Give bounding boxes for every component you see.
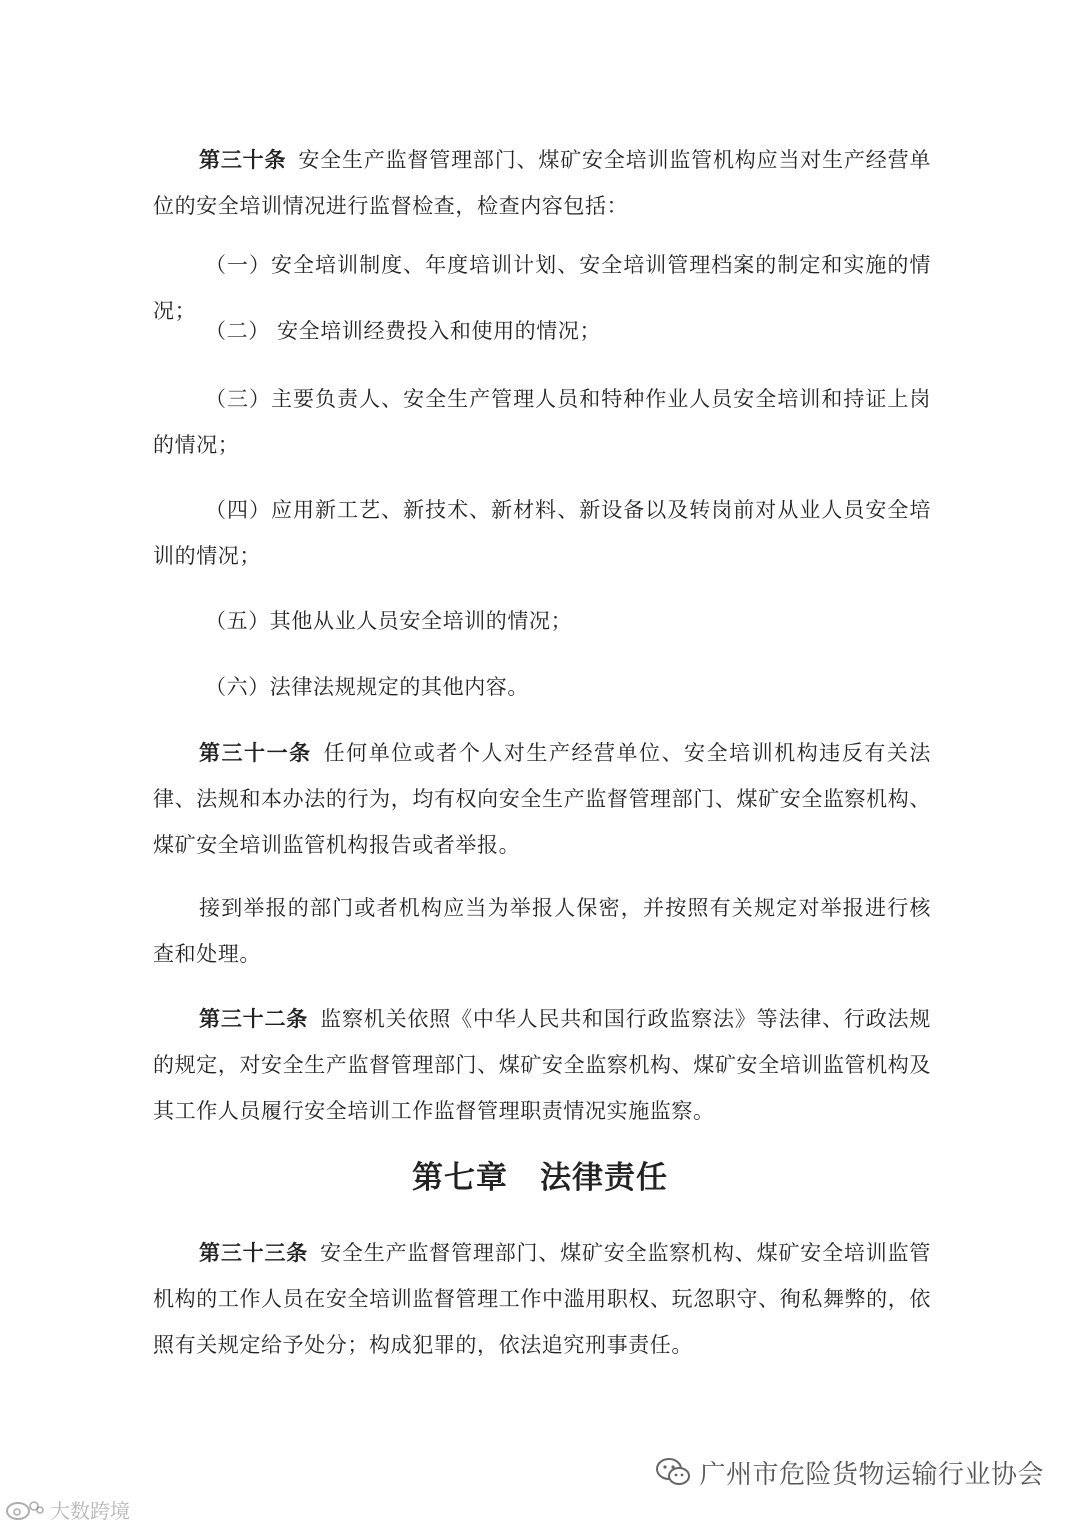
article-30-item-5: （五）其他从业人员安全培训的情况； <box>205 609 573 633</box>
weibo-icon <box>4 1497 44 1521</box>
article-30 <box>153 137 931 229</box>
article-33-text: 安全生产监督管理部门、煤矿安全监察机构、煤矿安全培训监管机构的工作人员在安全培训监督管理工作中滥用职权、玩忽职守、徇私舞弊的，依照有关规定给予处分；构成犯罪的，依法追究刑事责任。 <box>153 1241 931 1357</box>
article-31-lead: 第三十一条 <box>199 740 312 765</box>
wechat-icon <box>655 1457 691 1487</box>
article-30-item-2: （二） 安全培训经费投入和使用的情况； <box>205 319 602 343</box>
article-32-lead: 第三十二条 <box>199 1006 309 1031</box>
chapter-number: 第七章 <box>412 1160 508 1196</box>
article-30-text: 安全生产监督管理部门、煤矿安全培训监管机构应当对生产经营单位的安全培训情况进行监督检查，检查内容包括： <box>153 148 931 218</box>
article-30-lead: 第三十条 <box>199 147 287 172</box>
wechat-account-name: 广州市危险货物运输行业协会 <box>699 1459 1044 1490</box>
article-32-text: 监察机关依照《中华人民共和国行政监察法》等法律、行政法规的规定，对安全生产监督管理部门、煤矿安全监察机构、煤矿安全培训监管机构及其工作人员履行安全培训工作监督管理职责情况实施监察。 <box>153 1007 931 1123</box>
article-30-item-6: （六）法律法规规定的其他内容。 <box>205 675 529 699</box>
article-32 <box>153 996 931 1134</box>
article-33 <box>153 1230 931 1368</box>
chapter-heading <box>0 1158 1080 1198</box>
article-30-item-4: （四）应用新工艺、新技术、新材料、新设备以及转岗前对从业人员安全培训的情况； <box>153 498 931 568</box>
article-31-paragraph-2: 接到举报的部门或者机构应当为举报人保密，并按照有关规定对举报进行核查和处理。 <box>153 896 931 966</box>
article-30-item-1: （一）安全培训制度、年度培训计划、安全培训管理档案的制定和实施的情况； <box>153 253 931 323</box>
article-33-lead: 第三十三条 <box>199 1240 309 1265</box>
chapter-title: 法律责任 <box>540 1160 668 1196</box>
weibo-watermark <box>4 1496 130 1522</box>
weibo-account-name: 大数跨境 <box>50 1498 130 1523</box>
article-30-item-3: （三）主要负责人、安全生产管理人员和特种作业人员安全培训和持证上岗的情况； <box>153 387 931 457</box>
article-31 <box>153 730 931 868</box>
article-31-text: 任何单位或者个人对生产经营单位、安全培训机构违反有关法律、法规和本办法的行为，均有权向安全生产监督管理部门、煤矿安全监察机构、煤矿安全培训监管机构报告或者举报。 <box>153 741 932 857</box>
wechat-watermark <box>655 1452 1044 1492</box>
